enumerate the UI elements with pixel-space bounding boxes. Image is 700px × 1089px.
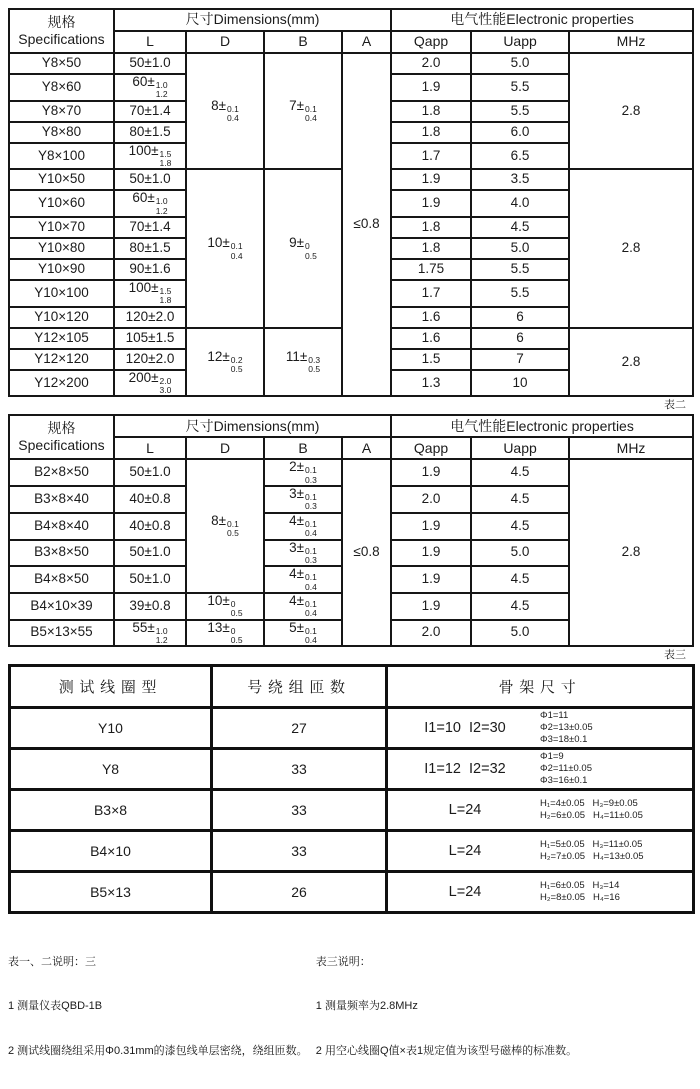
l-cell: 40±0.8 bbox=[114, 486, 186, 513]
qapp-cell: 1.7 bbox=[391, 143, 471, 170]
col-header-Uapp: Uapp bbox=[471, 31, 569, 53]
coil-model-cell: B3×8 bbox=[10, 790, 212, 831]
footnote-line: 2 测试线圈绕组采用Φ0.31mm的漆包线单层密绕，绕组匝数。 bbox=[8, 1045, 308, 1057]
spec-cell: Y12×105 bbox=[9, 328, 114, 349]
uapp-cell: 5.0 bbox=[471, 53, 569, 74]
spec-header-en: Specifications bbox=[18, 31, 105, 47]
tolerance-base: 100± bbox=[128, 280, 159, 296]
qapp-cell: 1.6 bbox=[391, 328, 471, 349]
turns-cell: 33 bbox=[212, 749, 387, 790]
tolerance-base: 8± bbox=[211, 97, 227, 113]
qapp-cell: 1.8 bbox=[391, 217, 471, 238]
col-header-Qapp: Qapp bbox=[391, 31, 471, 53]
coil-model-cell: B5×13 bbox=[10, 872, 212, 913]
footnote-line: 1 测量频率为2.8MHz bbox=[315, 1000, 418, 1013]
spec-cell: Y12×200 bbox=[9, 370, 114, 397]
coil-model-cell: Y8 bbox=[10, 749, 212, 790]
spec-cell: Y8×70 bbox=[9, 101, 114, 122]
qapp-cell: 1.9 bbox=[391, 169, 471, 190]
frame-size-cell bbox=[387, 749, 694, 790]
frame-size-content bbox=[390, 710, 690, 747]
turns-cell: 33 bbox=[212, 790, 387, 831]
tolerance-base: 10± bbox=[207, 235, 230, 251]
uapp-cell: 5.0 bbox=[471, 540, 569, 567]
tolerance-stack: 2.0 3.0 bbox=[159, 375, 172, 396]
frame-detail-dims: Φ1=11 Φ2=13±0.05 Φ3=18±0.1 bbox=[540, 709, 593, 746]
tolerance-base: 60± bbox=[132, 74, 155, 89]
l-cell: 70±1.4 bbox=[114, 217, 186, 238]
table-y-specifications bbox=[8, 8, 694, 397]
uapp-cell: 4.5 bbox=[471, 459, 569, 486]
tolerance-base: 7± bbox=[289, 97, 305, 113]
l-cell: 105±1.5 bbox=[114, 328, 186, 349]
footnotes bbox=[8, 925, 692, 1088]
table3-caption: 表三 bbox=[664, 649, 686, 662]
qapp-cell: 2.0 bbox=[391, 486, 471, 513]
table-row bbox=[9, 53, 693, 74]
qapp-cell: 1.9 bbox=[391, 513, 471, 540]
spec-header-cell bbox=[9, 9, 114, 53]
table-header-row bbox=[9, 415, 693, 437]
tolerance-stack: 0.3 0.5 bbox=[308, 354, 321, 375]
b-cell bbox=[264, 593, 342, 620]
tolerance-stack: 0 0.5 bbox=[305, 241, 317, 261]
l-cell bbox=[114, 280, 186, 307]
dimensions-header: 尺寸Dimensions(mm) bbox=[114, 415, 391, 437]
l-cell bbox=[114, 620, 186, 647]
l-cell: 120±2.0 bbox=[114, 307, 186, 328]
l-cell: 90±1.6 bbox=[114, 259, 186, 280]
spec-cell: Y8×100 bbox=[9, 143, 114, 170]
l-cell: 120±2.0 bbox=[114, 349, 186, 370]
col-header-L: L bbox=[114, 31, 186, 53]
b-cell bbox=[264, 53, 342, 169]
b-cell bbox=[264, 540, 342, 567]
qapp-cell: 1.6 bbox=[391, 307, 471, 328]
tolerance-stack: 0.1 0.4 bbox=[305, 598, 317, 619]
tolerance-base: 3± bbox=[289, 486, 305, 502]
frame-size-cell bbox=[387, 872, 694, 913]
table-header-row bbox=[9, 9, 693, 31]
uapp-cell: 5.0 bbox=[471, 620, 569, 647]
l-cell: 50±1.0 bbox=[114, 459, 186, 486]
table2-caption: 表二 bbox=[664, 399, 686, 412]
frame-size-content bbox=[390, 751, 690, 788]
frame-detail-dims: H₁=4±0.05 H₃=9±0.05 H₂=6±0.05 H₄=11±0.05 bbox=[540, 797, 643, 822]
table-row bbox=[9, 459, 693, 486]
col-header-B: B bbox=[264, 31, 342, 53]
tolerance-base: 200± bbox=[128, 369, 159, 385]
l-cell: 70±1.4 bbox=[114, 101, 186, 122]
footnote-title: 表一、二说明：三 bbox=[8, 955, 96, 968]
d-cell bbox=[186, 169, 264, 327]
frame-size-content bbox=[390, 839, 690, 864]
col-header-MHz: MHz bbox=[569, 437, 693, 459]
tolerance-stack: 0.1 0.3 bbox=[305, 545, 317, 565]
tolerance-stack: 0 0.5 bbox=[230, 598, 243, 619]
coil-model-cell: B4×10 bbox=[10, 831, 212, 872]
frame-main-dim: I1=12 I2=32 bbox=[424, 761, 506, 778]
spec-header-cell bbox=[9, 415, 114, 459]
tolerance-stack: 0.1 0.4 bbox=[305, 518, 317, 539]
mhz-cell: 2.8 bbox=[569, 328, 693, 397]
tolerance-stack: 0.2 0.5 bbox=[230, 354, 243, 375]
mhz-cell: 2.8 bbox=[569, 53, 693, 169]
qapp-cell: 1.8 bbox=[391, 122, 471, 143]
qapp-cell: 2.0 bbox=[391, 53, 471, 74]
uapp-cell: 5.5 bbox=[471, 74, 569, 101]
footnote-line: 1 测量仪表QBD-1B bbox=[8, 1000, 103, 1013]
qapp-cell: 1.8 bbox=[391, 238, 471, 259]
electronic-properties-header: 电气性能Electronic properties bbox=[391, 9, 693, 31]
qapp-cell: 2.0 bbox=[391, 620, 471, 647]
d-cell bbox=[186, 459, 264, 592]
uapp-cell: 3.5 bbox=[471, 169, 569, 190]
tolerance-stack: 0.1 0.3 bbox=[305, 492, 317, 512]
tolerance-stack: 0.1 0.4 bbox=[230, 241, 243, 261]
spec-cell: Y8×60 bbox=[9, 74, 114, 101]
d-cell bbox=[186, 593, 264, 620]
uapp-cell: 6.0 bbox=[471, 122, 569, 143]
spec-cell: Y12×120 bbox=[9, 349, 114, 370]
l-cell bbox=[114, 190, 186, 217]
tolerance-base: 5± bbox=[289, 619, 305, 635]
col-header-MHz: MHz bbox=[569, 31, 693, 53]
col-header-Qapp: Qapp bbox=[391, 437, 471, 459]
mhz-cell: 2.8 bbox=[569, 459, 693, 646]
tolerance-stack: 1.0 1.2 bbox=[155, 80, 168, 100]
l-cell: 50±1.0 bbox=[114, 53, 186, 74]
tolerance-stack: 1.5 1.8 bbox=[159, 286, 172, 306]
b-cell bbox=[264, 566, 342, 593]
l-cell: 50±1.0 bbox=[114, 566, 186, 593]
table-row bbox=[10, 749, 694, 790]
tolerance-base: 10± bbox=[207, 592, 230, 608]
l-cell bbox=[114, 74, 186, 101]
col-header-A: A bbox=[342, 437, 391, 459]
col-header-winding-turns: 号绕组匝数 bbox=[212, 666, 387, 708]
l-cell: 50±1.0 bbox=[114, 169, 186, 190]
tolerance-base: 9± bbox=[289, 235, 305, 251]
uapp-cell: 6.5 bbox=[471, 143, 569, 170]
spec-cell: Y8×50 bbox=[9, 53, 114, 74]
uapp-cell: 4.5 bbox=[471, 217, 569, 238]
turns-cell: 33 bbox=[212, 831, 387, 872]
qapp-cell: 1.8 bbox=[391, 101, 471, 122]
qapp-cell: 1.9 bbox=[391, 190, 471, 217]
table-test-coils bbox=[8, 664, 695, 914]
frame-size-cell bbox=[387, 831, 694, 872]
frame-detail-dims: Φ1=9 Φ2=11±0.05 Φ3=16±0.1 bbox=[540, 750, 592, 787]
uapp-cell: 4.5 bbox=[471, 566, 569, 593]
uapp-cell: 5.5 bbox=[471, 280, 569, 307]
tolerance-stack: 1.5 1.8 bbox=[159, 148, 172, 169]
tolerance-base: 4± bbox=[289, 512, 305, 528]
uapp-cell: 4.5 bbox=[471, 486, 569, 513]
frame-main-dim: L=24 bbox=[448, 884, 482, 901]
uapp-cell: 4.0 bbox=[471, 190, 569, 217]
qapp-cell: 1.9 bbox=[391, 74, 471, 101]
tolerance-base: 60± bbox=[132, 190, 155, 206]
l-cell: 40±0.8 bbox=[114, 513, 186, 540]
spec-cell: Y10×80 bbox=[9, 238, 114, 259]
tolerance-stack: 0.1 0.4 bbox=[227, 103, 239, 124]
spec-cell: B4×10×39 bbox=[9, 593, 114, 620]
l-cell bbox=[114, 143, 186, 170]
l-cell: 50±1.0 bbox=[114, 540, 186, 567]
col-header-frame-size: 骨架尺寸 bbox=[387, 666, 694, 708]
electronic-properties-header: 电气性能Electronic properties bbox=[391, 415, 693, 437]
uapp-cell: 4.5 bbox=[471, 593, 569, 620]
tolerance-stack: 0.1 0.4 bbox=[305, 625, 317, 645]
dimensions-header: 尺寸Dimensions(mm) bbox=[114, 9, 391, 31]
tolerance-base: 4± bbox=[289, 592, 305, 608]
spec-cell: B3×8×40 bbox=[9, 486, 114, 513]
spec-cell: Y10×120 bbox=[9, 307, 114, 328]
d-cell bbox=[186, 328, 264, 397]
table-header-row bbox=[10, 666, 694, 708]
table-b-specifications bbox=[8, 414, 694, 647]
footnote-left bbox=[8, 925, 316, 1088]
spec-cell: B4×8×40 bbox=[9, 513, 114, 540]
qapp-cell: 1.9 bbox=[391, 593, 471, 620]
d-cell bbox=[186, 53, 264, 169]
qapp-cell: 1.9 bbox=[391, 540, 471, 567]
tolerance-stack: 0.1 0.4 bbox=[305, 572, 317, 592]
frame-main-dim: L=24 bbox=[448, 802, 482, 819]
qapp-cell: 1.7 bbox=[391, 280, 471, 307]
tolerance-base: 100± bbox=[128, 142, 159, 158]
mhz-cell: 2.8 bbox=[569, 169, 693, 327]
tolerance-stack: 0 0.5 bbox=[230, 625, 243, 645]
col-header-D: D bbox=[186, 437, 264, 459]
tolerance-stack: 1.0 1.2 bbox=[155, 196, 168, 216]
footnote-line: 2 用空心线圈Q值×表1规定值为该型号磁棒的标准数。 bbox=[315, 1045, 578, 1057]
uapp-cell: 5.5 bbox=[471, 259, 569, 280]
tolerance-base: 13± bbox=[207, 619, 230, 635]
frame-size-cell bbox=[387, 790, 694, 831]
frame-detail-dims: H₁=5±0.05 H₃=11±0.05 H₂=7±0.05 H₄=13±0.05 bbox=[540, 838, 644, 863]
a-cell: ≤0.8 bbox=[342, 459, 391, 646]
uapp-cell: 10 bbox=[471, 370, 569, 397]
d-cell bbox=[186, 620, 264, 647]
tolerance-stack: 1.0 1.2 bbox=[155, 625, 168, 645]
col-header-L: L bbox=[114, 437, 186, 459]
qapp-cell: 1.9 bbox=[391, 459, 471, 486]
b-cell bbox=[264, 169, 342, 327]
l-cell: 80±1.5 bbox=[114, 238, 186, 259]
tolerance-base: 2± bbox=[289, 459, 305, 475]
b-cell bbox=[264, 459, 342, 486]
spec-header-cn: 规格 bbox=[47, 13, 76, 30]
spec-cell: B3×8×50 bbox=[9, 540, 114, 567]
spec-cell: Y10×60 bbox=[9, 190, 114, 217]
footnote-right bbox=[316, 925, 692, 1088]
frame-detail-dims: H₁=6±0.05 H₃=14 H₂=8±0.05 H₄=16 bbox=[540, 879, 620, 904]
spec-cell: Y10×100 bbox=[9, 280, 114, 307]
a-cell: ≤0.8 bbox=[342, 53, 391, 396]
tolerance-base: 4± bbox=[289, 566, 305, 582]
spec-header-en: Specifications bbox=[18, 437, 105, 454]
frame-size-cell bbox=[387, 708, 694, 749]
spec-cell: B5×13×55 bbox=[9, 620, 114, 647]
table-row bbox=[10, 831, 694, 872]
spec-cell: Y10×70 bbox=[9, 217, 114, 238]
qapp-cell: 1.75 bbox=[391, 259, 471, 280]
b-cell bbox=[264, 620, 342, 647]
col-header-A: A bbox=[342, 31, 391, 53]
l-cell bbox=[114, 370, 186, 397]
qapp-cell: 1.3 bbox=[391, 370, 471, 397]
table-row bbox=[10, 708, 694, 749]
tolerance-stack: 0.1 0.5 bbox=[227, 518, 239, 539]
tolerance-base: 55± bbox=[132, 619, 155, 635]
b-cell bbox=[264, 513, 342, 540]
qapp-cell: 1.5 bbox=[391, 349, 471, 370]
coil-model-cell: Y10 bbox=[10, 708, 212, 749]
uapp-cell: 5.0 bbox=[471, 238, 569, 259]
uapp-cell: 6 bbox=[471, 307, 569, 328]
b-cell bbox=[264, 486, 342, 513]
uapp-cell: 5.5 bbox=[471, 101, 569, 122]
col-header-B: B bbox=[264, 437, 342, 459]
spec-header-cn: 规格 bbox=[47, 419, 76, 436]
frame-size-content bbox=[390, 798, 690, 823]
frame-size-content bbox=[390, 880, 690, 905]
tolerance-stack: 0.1 0.4 bbox=[305, 103, 317, 124]
frame-main-dim: I1=10 I2=30 bbox=[424, 720, 506, 737]
uapp-cell: 4.5 bbox=[471, 513, 569, 540]
tolerance-base: 8± bbox=[211, 512, 227, 528]
l-cell: 39±0.8 bbox=[114, 593, 186, 620]
table-row bbox=[10, 872, 694, 913]
table-row bbox=[10, 790, 694, 831]
col-header-Uapp: Uapp bbox=[471, 437, 569, 459]
uapp-cell: 7 bbox=[471, 349, 569, 370]
spec-cell: Y8×80 bbox=[9, 122, 114, 143]
spec-cell: Y10×50 bbox=[9, 169, 114, 190]
frame-main-dim: L=24 bbox=[448, 843, 482, 860]
col-header-D: D bbox=[186, 31, 264, 53]
spec-cell: Y10×90 bbox=[9, 259, 114, 280]
footnote-title: 表三说明： bbox=[315, 955, 371, 968]
spec-cell: B4×8×50 bbox=[9, 566, 114, 593]
spec-cell: B2×8×50 bbox=[9, 459, 114, 486]
qapp-cell: 1.9 bbox=[391, 566, 471, 593]
l-cell: 80±1.5 bbox=[114, 122, 186, 143]
turns-cell: 26 bbox=[212, 872, 387, 913]
col-header-coil-model: 测试线圈型 bbox=[10, 666, 212, 708]
tolerance-base: 3± bbox=[289, 539, 305, 555]
tolerance-base: 11± bbox=[285, 348, 308, 364]
tolerance-base: 12± bbox=[207, 348, 230, 364]
uapp-cell: 6 bbox=[471, 328, 569, 349]
b-cell bbox=[264, 328, 342, 397]
tolerance-stack: 0.1 0.3 bbox=[305, 465, 317, 485]
turns-cell: 27 bbox=[212, 708, 387, 749]
